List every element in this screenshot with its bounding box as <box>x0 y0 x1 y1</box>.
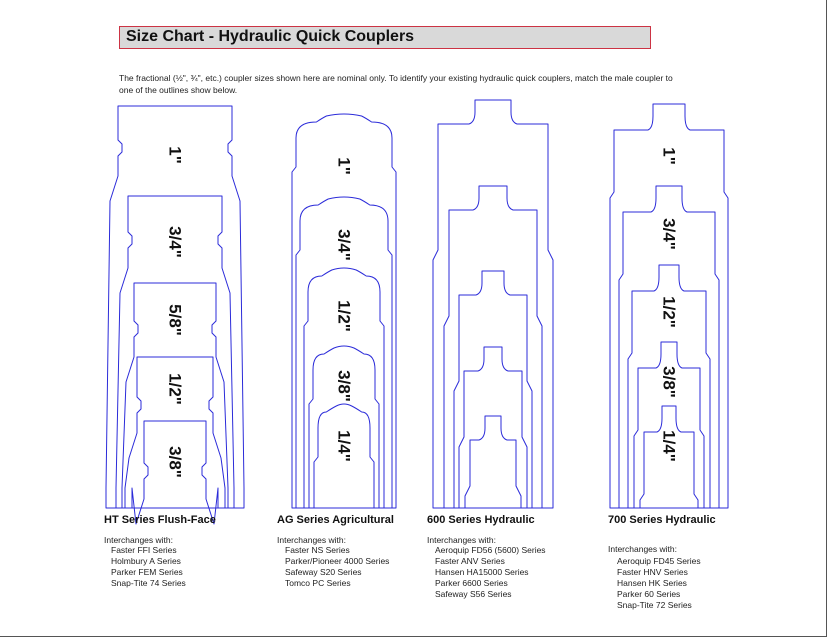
ht-size-label: 3/4" <box>165 226 185 258</box>
700-size-label: 1/2" <box>659 296 679 328</box>
700-interchange-list <box>617 556 701 611</box>
interchange-item: Parker 6600 Series <box>435 578 508 588</box>
700-size-label: 1" <box>659 147 679 165</box>
interchange-item: Parker FEM Series <box>111 567 183 577</box>
interchange-item: Parker 60 Series <box>617 589 681 599</box>
intro-text: The fractional (½", ¾", etc.) coupler sizes shown here are nominal only. To identify your existing hydraulic quick couplers, match the male coupler to one of the outlines show below. <box>119 73 673 95</box>
ag-interchange-list <box>285 545 389 589</box>
700-size-label: 1/4" <box>659 430 679 462</box>
interchange-item: Aeroquip FD45 Series <box>617 556 701 566</box>
interchange-item: Faster HNV Series <box>617 567 688 577</box>
interchange-item: Faster FFI Series <box>111 545 177 555</box>
interchange-item: Hansen HA15000 Series <box>435 567 529 577</box>
ht-size-label: 1" <box>165 146 185 164</box>
600-series-name: 600 Series Hydraulic <box>427 514 535 526</box>
ag-size-label: 3/8" <box>334 370 354 402</box>
600-outline-1 <box>433 100 553 508</box>
ht-series-name: HT Series Flush-Face <box>104 514 216 526</box>
interchange-item: Faster NS Series <box>285 545 350 555</box>
interchange-item: Snap-Tite 74 Series <box>111 578 186 588</box>
ht-size-label: 3/8" <box>165 446 185 478</box>
ht-size-label: 5/8" <box>165 304 185 336</box>
ag-size-label: 1/4" <box>334 430 354 462</box>
interchange-item: Snap-Tite 72 Series <box>617 600 692 610</box>
ht-interchange-title: Interchanges with: <box>104 535 173 545</box>
interchange-item: Holmbury A Series <box>111 556 181 566</box>
interchange-item: Safeway S20 Series <box>285 567 362 577</box>
ag-interchange-title: Interchanges with: <box>277 535 346 545</box>
ag-series-name: AG Series Agricultural <box>277 514 394 526</box>
interchange-item: Faster ANV Series <box>435 556 505 566</box>
interchange-item: Tomco PC Series <box>285 578 351 588</box>
600-outline-5 <box>465 416 521 508</box>
page-title: Size Chart - Hydraulic Quick Couplers <box>126 28 415 45</box>
600-interchange-list <box>435 545 546 600</box>
700-interchange-title: Interchanges with: <box>608 544 677 554</box>
ag-size-label: 1/2" <box>334 300 354 332</box>
interchange-item: Safeway S56 Series <box>435 589 512 599</box>
interchange-item: Hansen HK Series <box>617 578 687 588</box>
interchange-item: Aeroquip FD56 (5600) Series <box>435 545 546 555</box>
ag-size-label: 3/4" <box>334 229 354 261</box>
600-outline-4 <box>459 347 527 508</box>
ht-interchange-list <box>111 545 186 589</box>
ag-size-label: 1" <box>334 157 354 175</box>
ht-size-label: 1/2" <box>165 373 185 405</box>
700-series-name: 700 Series Hydraulic <box>608 514 716 526</box>
600-outline-3 <box>454 271 532 508</box>
600-interchange-title: Interchanges with: <box>427 535 496 545</box>
interchange-item: Parker/Pioneer 4000 Series <box>285 556 390 566</box>
700-size-label: 3/8" <box>659 366 679 398</box>
700-size-label: 3/4" <box>659 218 679 250</box>
